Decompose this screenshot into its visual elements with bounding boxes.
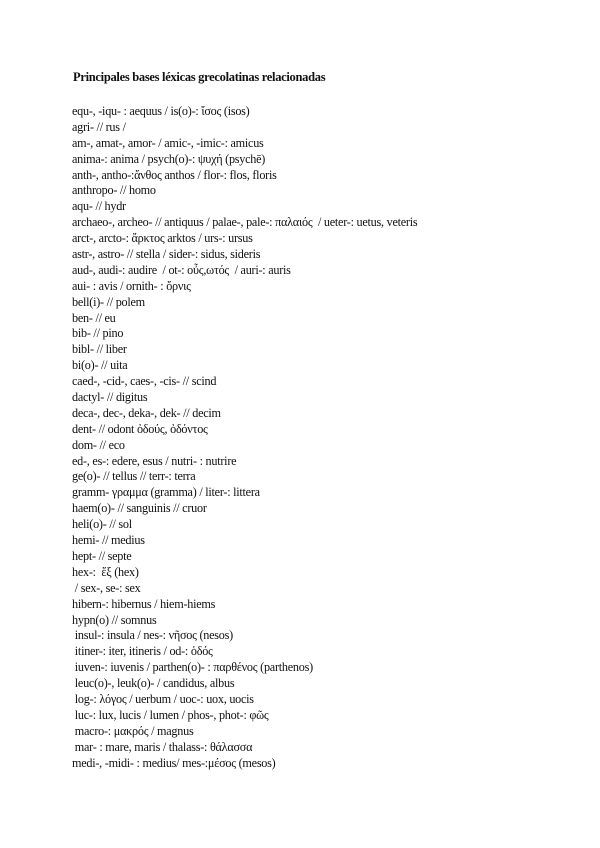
list-item: hibern-: hibernus / hiem-hiems <box>72 596 216 611</box>
list-item: bell(i)- // polem <box>72 294 145 309</box>
list-item: bib- // pino <box>72 326 124 341</box>
document-title: Principales bases léxicas grecolatinas relacionadas <box>73 70 326 84</box>
list-item: anth-, antho-:ἄνθος anthos / flor-: flos, floris <box>72 167 277 182</box>
list-item: gramm- γραμμα (gramma) / liter-: littera <box>72 485 260 500</box>
list-item: anthropo- // homo <box>72 183 156 198</box>
list-item: hex-: ἕξ (hex) <box>72 564 139 579</box>
list-item: dent- // odont ὀδούς, ὀδόντος <box>72 421 208 436</box>
list-item: astr-, astro- // stella / sider-: sidus, sideris <box>72 247 261 262</box>
list-item: anima-: anima / psych(o)-: ψυχή (psychē) <box>72 151 266 166</box>
list-item: hemi- // medius <box>72 533 145 548</box>
list-item: leuc(o)-, leuk(o)- / candidus, albus <box>72 676 235 691</box>
list-item: haem(o)- // sanguinis // cruor <box>72 501 207 516</box>
list-item: hypn(o) // somnus <box>72 612 157 627</box>
list-item: macro-: μακρός / magnus <box>72 723 194 738</box>
list-item: / sex-, se-: sex <box>72 580 141 595</box>
list-item: ge(o)- // tellus // terr-: terra <box>72 469 196 484</box>
list-item: am-, amat-, amor- / amic-, -imic-: amicus <box>72 135 264 150</box>
list-item: deca-, dec-, deka-, dek- // decim <box>72 405 221 420</box>
list-item: bibl- // liber <box>72 342 127 357</box>
list-item: mar- : mare, maris / thalass-: θάλασσα <box>72 739 253 754</box>
list-item: agri- // rus / <box>72 119 126 134</box>
list-item: itiner-: iter, itineris / od-: ὁδός <box>72 644 213 659</box>
list-item: ed-, es-: edere, esus / nutri- : nutrire <box>72 453 237 468</box>
list-item: arct-, arcto-: ἄρκτος arktos / urs-: ursus <box>72 231 253 246</box>
list-item: aqu- // hydr <box>72 199 126 214</box>
list-item: equ-, -iqu- : aequus / is(o)-: ἴσος (isos) <box>72 104 250 118</box>
list-item: bi(o)- // uita <box>72 358 128 373</box>
list-item: dactyl- // digitus <box>72 390 148 405</box>
list-item: aud-, audi-: audire / ot-: οὖς,ωτός / auri-: auris <box>72 262 291 277</box>
list-item: dom- // eco <box>72 437 125 452</box>
lexical-bases-list <box>72 104 592 771</box>
list-item: aui- : avis / ornith- : ὄρνις <box>72 278 191 293</box>
list-item: hept- // septe <box>72 548 132 563</box>
list-item: caed-, -cid-, caes-, -cis- // scind <box>72 374 217 389</box>
list-item: iuven-: iuvenis / parthen(o)- : παρθένος (parthenos) <box>72 660 313 675</box>
list-item: log-: λόγος / uerbum / uoc-: uox, uocis <box>72 691 254 706</box>
list-item: luc-: lux, lucis / lumen / phos-, phot-: φῶς <box>72 707 269 722</box>
list-item: archaeo-, archeo- // antiquus / palae-, pale-: παλαιός / ueter-: uetus, veteris <box>72 215 418 230</box>
list-item: insul-: insula / nes-: νῆσος (nesos) <box>72 628 233 643</box>
list-item: medi-, -midi- : medius/ mes-:μέσος (mesos) <box>72 755 276 770</box>
list-item: heli(o)- // sol <box>72 517 132 532</box>
list-item: ben- // eu <box>72 310 116 325</box>
